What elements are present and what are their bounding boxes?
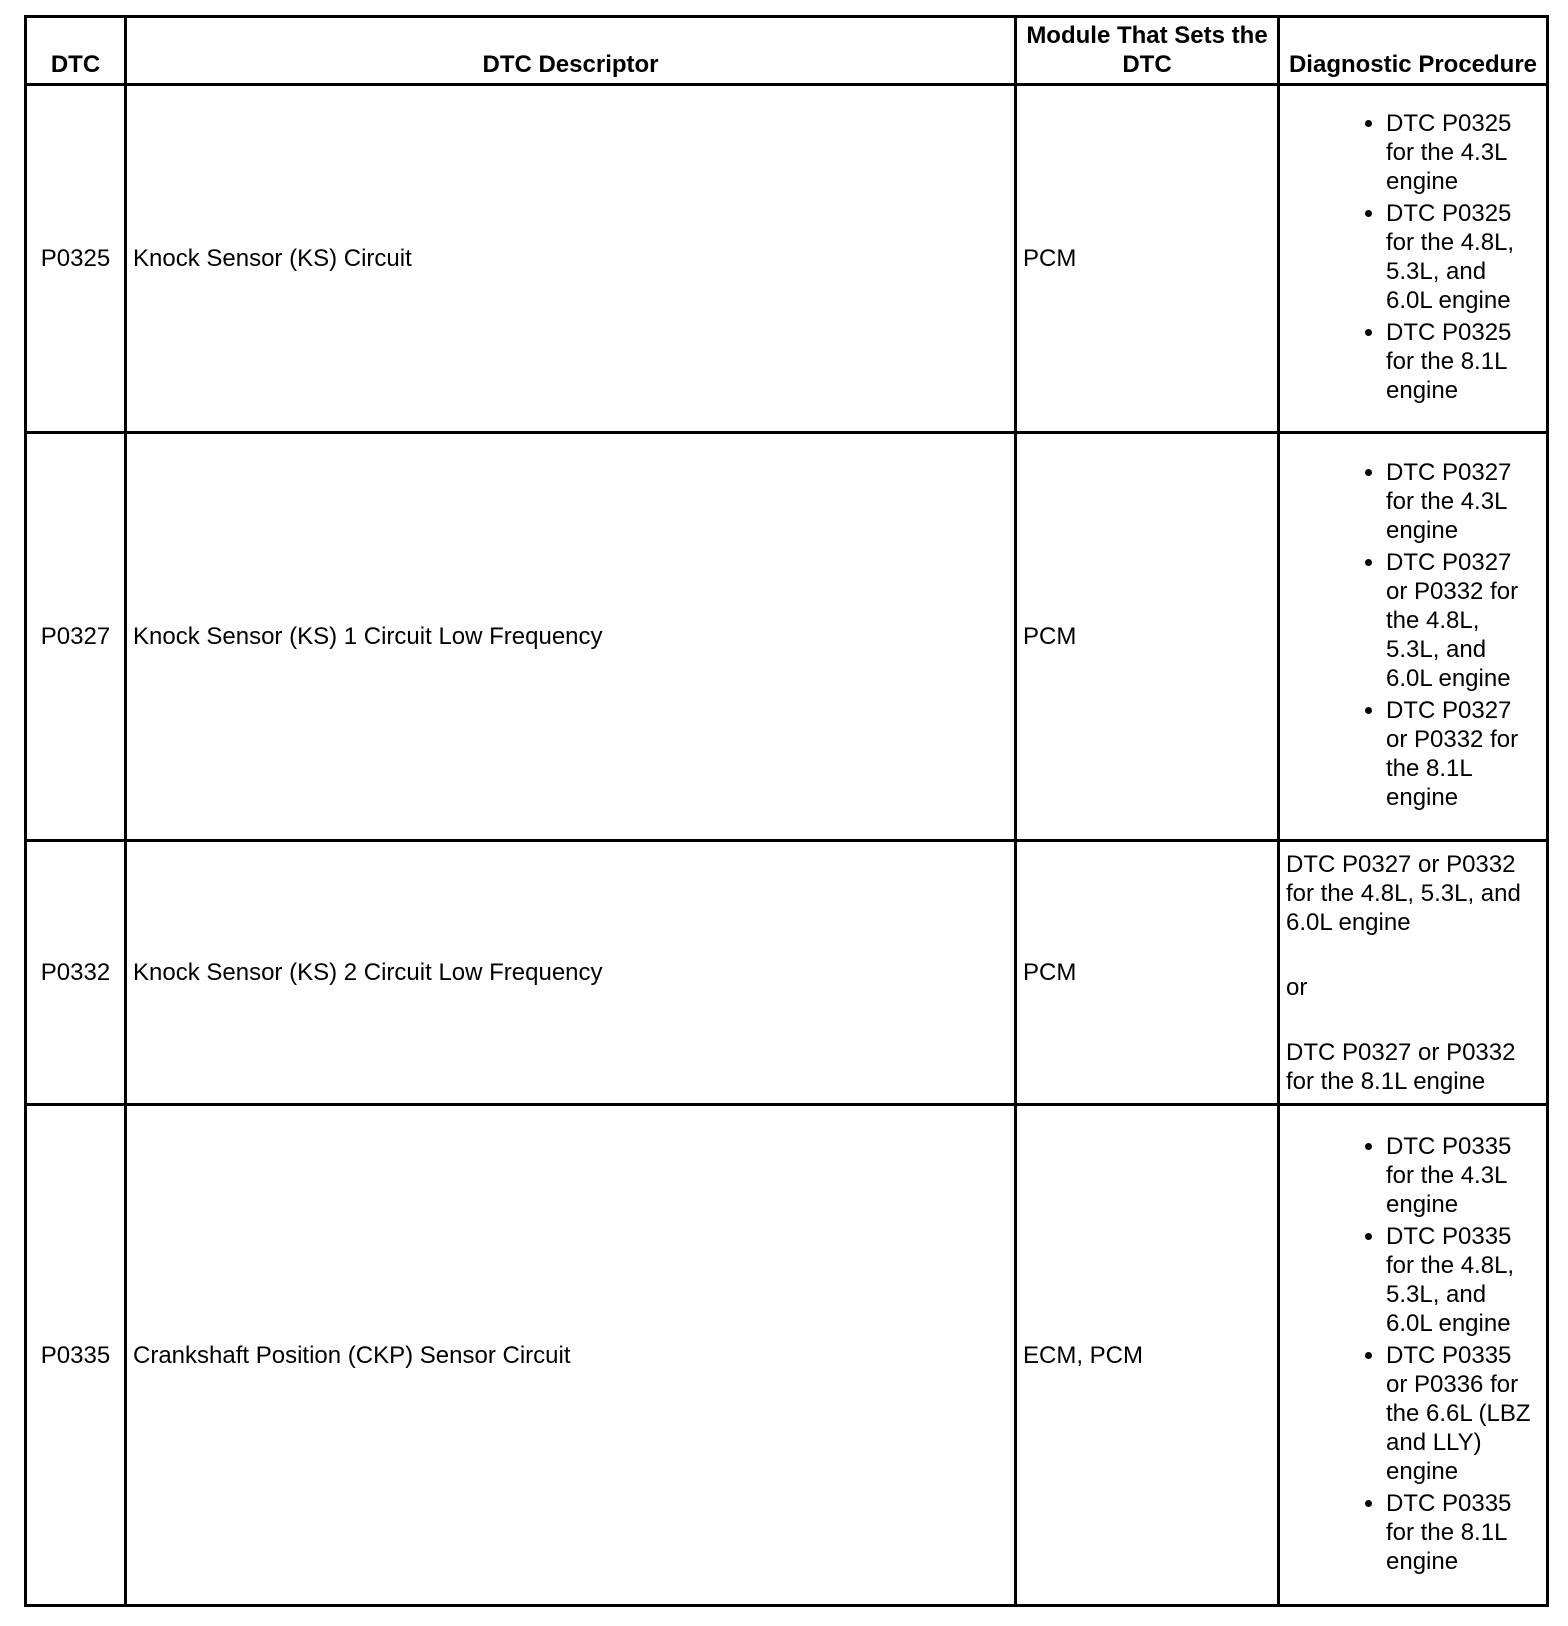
dtc-procedure <box>1279 841 1548 1105</box>
procedure-link[interactable]: • DTC P0335 for the 4.8L, 5.3L, and 6.0L engine <box>1386 1222 1536 1338</box>
header-dtc: DTC <box>26 17 126 85</box>
header-descriptor: DTC Descriptor <box>126 17 1016 85</box>
table-row <box>26 85 1548 433</box>
procedure-link[interactable]: • DTC P0325 for the 8.1L engine <box>1386 318 1536 405</box>
procedure-link[interactable]: • DTC P0327 for the 4.3L engine <box>1386 458 1536 545</box>
procedure-list <box>1286 1132 1540 1576</box>
procedure-list <box>1286 458 1540 812</box>
header-procedure: Diagnostic Procedure <box>1279 17 1548 85</box>
dtc-descriptor: Knock Sensor (KS) 2 Circuit Low Frequency <box>126 841 1016 1105</box>
procedure-or-text: or <box>1286 973 1308 1001</box>
dtc-code: P0325 <box>26 85 126 433</box>
dtc-procedure <box>1279 1105 1548 1606</box>
dtc-module: PCM <box>1016 85 1279 433</box>
procedure-link[interactable]: • DTC P0327 or P0332 for the 8.1L engine <box>1386 696 1536 812</box>
header-row <box>26 17 1548 85</box>
dtc-code: P0335 <box>26 1105 126 1606</box>
dtc-descriptor: Knock Sensor (KS) 1 Circuit Low Frequency <box>126 433 1016 841</box>
dtc-descriptor: Crankshaft Position (CKP) Sensor Circuit <box>126 1105 1016 1606</box>
procedure-link[interactable]: • DTC P0327 or P0332 for the 4.8L, 5.3L, and 6.0L engine <box>1386 548 1536 693</box>
procedure-list <box>1286 109 1540 405</box>
table-row <box>26 433 1548 841</box>
dtc-procedure <box>1279 85 1548 433</box>
procedure-link[interactable]: • DTC P0335 for the 8.1L engine <box>1386 1489 1536 1576</box>
dtc-table <box>24 15 1549 1607</box>
procedure-link[interactable]: • DTC P0325 for the 4.3L engine <box>1386 109 1536 196</box>
procedure-link[interactable]: • DTC P0335 or P0336 for the 6.6L (LBZ and LLY) engine <box>1386 1341 1536 1486</box>
procedure-link[interactable]: DTC P0327 or P0332 for the 4.8L, 5.3L, and 6.0L engine <box>1286 850 1521 936</box>
dtc-module: PCM <box>1016 841 1279 1105</box>
procedure-link[interactable]: DTC P0327 or P0332 for the 8.1L engine <box>1286 1038 1516 1095</box>
table-row <box>26 841 1548 1105</box>
dtc-code: P0327 <box>26 433 126 841</box>
dtc-procedure <box>1279 433 1548 841</box>
dtc-descriptor: Knock Sensor (KS) Circuit <box>126 85 1016 433</box>
dtc-module: ECM, PCM <box>1016 1105 1279 1606</box>
header-module: Module That Sets the DTC <box>1016 17 1279 85</box>
table-row <box>26 1105 1548 1606</box>
dtc-module: PCM <box>1016 433 1279 841</box>
procedure-link[interactable]: • DTC P0335 for the 4.3L engine <box>1386 1132 1536 1219</box>
dtc-code: P0332 <box>26 841 126 1105</box>
procedure-link[interactable]: • DTC P0325 for the 4.8L, 5.3L, and 6.0L engine <box>1386 199 1536 315</box>
